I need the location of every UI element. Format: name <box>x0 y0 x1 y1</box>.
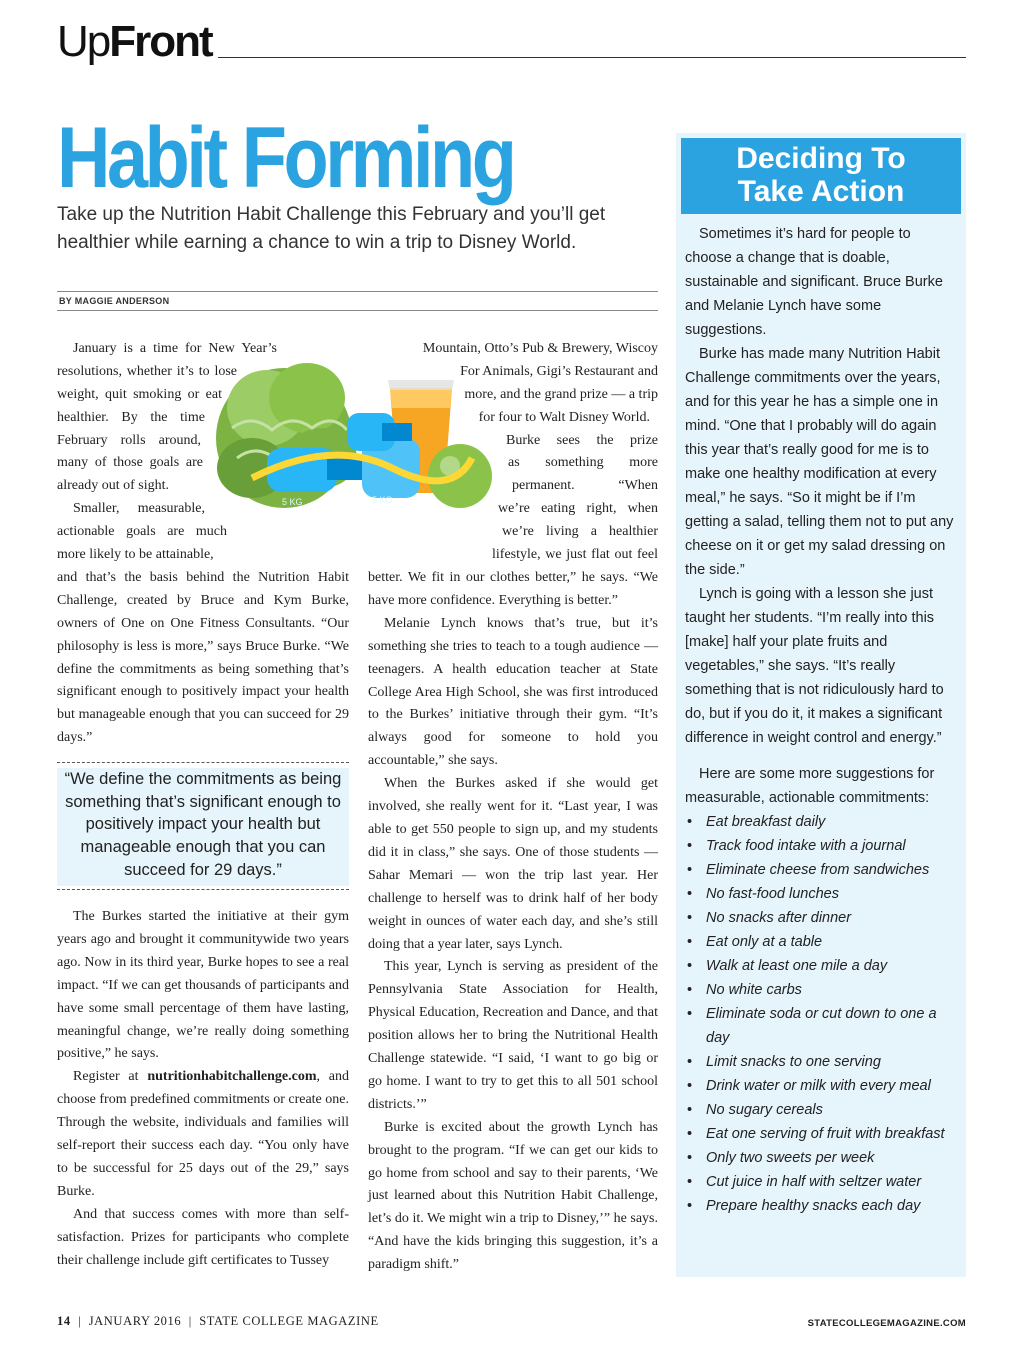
pullquote-rule-bottom <box>57 889 349 890</box>
footer-folio <box>57 1314 379 1329</box>
text-line: actionable goals are much <box>57 524 227 540</box>
text-line: we’re eating right, when <box>498 501 658 517</box>
list-item: • Only two sweets per week <box>685 1146 957 1170</box>
list-item: • Walk at least one mile a day <box>685 954 957 978</box>
list-item: • No fast-food lunches <box>685 882 957 906</box>
text-line: we’re living a healthier <box>502 524 658 540</box>
sidebar-title-line2: Take Action <box>737 175 905 208</box>
paragraph: Burke is excited about the growth Lynch has brought to the program. “If we can get our kids to go home from school and say to their parents, ‘We just learned about this Nutrition Habit Challenge, let’s do it. We might win a trip to Disney,’” he says. “And have the kids bringing this suggestion, it’s a paradigm shift.” <box>368 1119 658 1273</box>
column-b-top <box>368 338 658 567</box>
text-line: Mountain, Otto’s Pub & Brewery, Wiscoy <box>422 341 658 356</box>
list-item: • Eliminate cheese from sandwiches <box>685 858 957 882</box>
column-a-bottom <box>57 906 349 1273</box>
list-item: • Track food intake with a journal <box>685 834 957 858</box>
list-item: • Drink water or milk with every meal <box>685 1074 957 1098</box>
website-link[interactable]: nutritionhabitchallenge.com <box>147 1069 317 1085</box>
text-line: February rolls around, <box>57 432 201 448</box>
text-line: resolutions, whether it’s to lose <box>57 363 237 379</box>
footer-separator: | <box>78 1314 82 1328</box>
suggestion-list <box>685 810 957 1218</box>
sidebar-title <box>681 138 961 214</box>
text-line: weight, quit smoking or eat <box>57 386 222 402</box>
column-b-bottom <box>368 567 658 1277</box>
deck: Take up the Nutrition Habit Challenge this February and you’ll get healthier while earning a chance to win a trip to Disney World. <box>57 204 606 253</box>
register-text-rest: , and choose from predefined commitments or create one. Through the website, individuals and families will self-report their success each day. “You only have to be successful for 25 days out of the 29,” says Burke. <box>57 1069 349 1199</box>
text-line: many of those goals are <box>57 455 203 471</box>
list-item: • Limit snacks to one serving <box>685 1050 957 1074</box>
pullquote <box>57 768 349 886</box>
list-item: • Eat breakfast daily <box>685 810 957 834</box>
text-line: For Animals, Gigi’s Restaurant and <box>460 363 658 379</box>
paragraph <box>57 1066 349 1203</box>
page-number: 14 <box>57 1314 71 1328</box>
list-item: • No sugary cereals <box>685 1098 957 1122</box>
weight-label-left: 5 KG <box>282 497 303 507</box>
weight-label-right: 5 KG <box>372 495 393 505</box>
sidebar-paragraph: Lynch is going with a lesson she just taught her students. “I’m really into this [make] half your plate fruits and vegetables,” she says. “It’s really something that is not ridiculously hard to do, but if you do it, it makes a significant difference in weight control and energy.” <box>685 586 944 746</box>
text-line: already out of sight. <box>57 478 169 494</box>
section-rule <box>218 57 966 58</box>
section-label <box>57 18 212 66</box>
paragraph: This year, Lynch is serving as president of the Pennsylvania State Association for Health, Physical Education, Recreation and Dance, and that position allows her to bring the Nutritional Health Challenge statewide. “I said, ‘I want to go big or go home. I want to try to get this to all 501 school districts.’” <box>368 959 659 1112</box>
list-item: • Cut juice in half with seltzer water <box>685 1170 957 1194</box>
pullquote-text: “We define the commitments as being something that’s significant enough to positively impact your health but manageable enough that you can succeed for 29 days.” <box>64 770 342 879</box>
text-line: for four to Walt Disney World. <box>478 409 650 425</box>
paragraph: When the Burkes asked if she would get involved, she really went for it. “Last year, I was able to get 550 people to sign up, and my students did it in class,” she says. One of those students — Sahar Memari — won the trip last year. Her challenge to herself was to drink half of her body weight in ounces of water each day, and she’s still doing that a year later, says Lynch. <box>368 776 658 952</box>
text-line: permanent. “When <box>512 478 658 494</box>
footer-separator: | <box>188 1314 192 1328</box>
list-item: • Eliminate soda or cut down to one a day <box>685 1002 957 1050</box>
text-line: as something more <box>508 455 658 471</box>
list-item: • No white carbs <box>685 978 957 1002</box>
paragraph: The Burkes started the initiative at their gym years ago and brought it communitywide two years ago. Now in its third year, Burke hopes to see a real impact. “If we can get thousands of participants and have some small percentage of them have lasting, meaningful change, we’re really doing something positive,” he says. <box>57 909 349 1062</box>
section-label-up: Up <box>57 17 110 66</box>
text-line: January is a time for New Year’s <box>73 341 277 356</box>
sidebar-body <box>685 222 957 1218</box>
footer-website[interactable]: STATECOLLEGEMAGAZINE.COM <box>807 1318 966 1329</box>
sidebar-intro: Here are some more suggestions for measurable, actionable commitments: <box>685 766 935 806</box>
paragraph: better. We fit in our clothes better,” he says. “We have more confidence. Everything is better.” <box>368 570 658 608</box>
paragraph: and that’s the basis behind the Nutrition Habit Challenge, created by Bruce and Kym Burke, owners of One on One Fitness Consultants. “Our philosophy is less is more,” says Bruce Burke. “We define the commitments as being something that’s significant enough to positively impact your health but manageable enough that you can succeed for 29 days.” <box>57 569 349 746</box>
sidebar-title-line1: Deciding To <box>736 142 906 175</box>
list-item: • Prepare healthy snacks each day <box>685 1194 957 1218</box>
list-item: • No snacks after dinner <box>685 906 957 930</box>
paragraph: Melanie Lynch knows that’s true, but it’s something she tries to teach to a tough audience — teenagers. A health education teacher at State College Area High School, she was first introduced to the Burkes’ initiative through their gym. “It’s always good for someone to hold you accountable,” she says. <box>368 615 658 769</box>
magazine-name: STATE COLLEGE MAGAZINE <box>199 1314 379 1328</box>
headline: Habit Forming <box>57 110 514 206</box>
issue-date: JANUARY 2016 <box>88 1314 182 1328</box>
list-item: • Eat only at a table <box>685 930 957 954</box>
byline-rule-top <box>57 291 658 292</box>
text-line: Smaller, measurable, <box>73 501 205 517</box>
sidebar-paragraph: Burke has made many Nutrition Habit Challenge commitments over the years, and for this year he has a simple one in mind. “One that I probably will do again this year that’s really good for me is to make one healthy modification at every meal,” he says. “So it might be if I’m getting a salad, telling them not to put any cheese on it or get my salad dressing on the side.” <box>685 346 954 578</box>
byline: BY MAGGIE ANDERSON <box>59 296 170 306</box>
byline-rule-bottom <box>57 310 658 311</box>
column-a-top <box>57 338 349 750</box>
pullquote-rule-top <box>57 762 349 763</box>
text-line: more, and the grand prize — a trip <box>464 386 658 402</box>
text-line: lifestyle, we just flat out feel <box>492 547 658 563</box>
text-line: healthier. By the time <box>57 409 205 425</box>
text-line: Burke sees the prize <box>506 432 658 448</box>
paragraph: And that success comes with more than self-satisfaction. Prizes for participants who complete their challenge include gift certificates to Tussey <box>57 1206 349 1268</box>
sidebar-paragraph: Sometimes it’s hard for people to choose a change that is doable, sustainable and significant. Bruce Burke and Melanie Lynch have some suggestions. <box>685 226 943 338</box>
section-label-front: Front <box>109 17 212 66</box>
list-item: • Eat one serving of fruit with breakfast <box>685 1122 957 1146</box>
register-text: Register at <box>73 1069 139 1085</box>
text-line: more likely to be attainable, <box>57 547 214 563</box>
